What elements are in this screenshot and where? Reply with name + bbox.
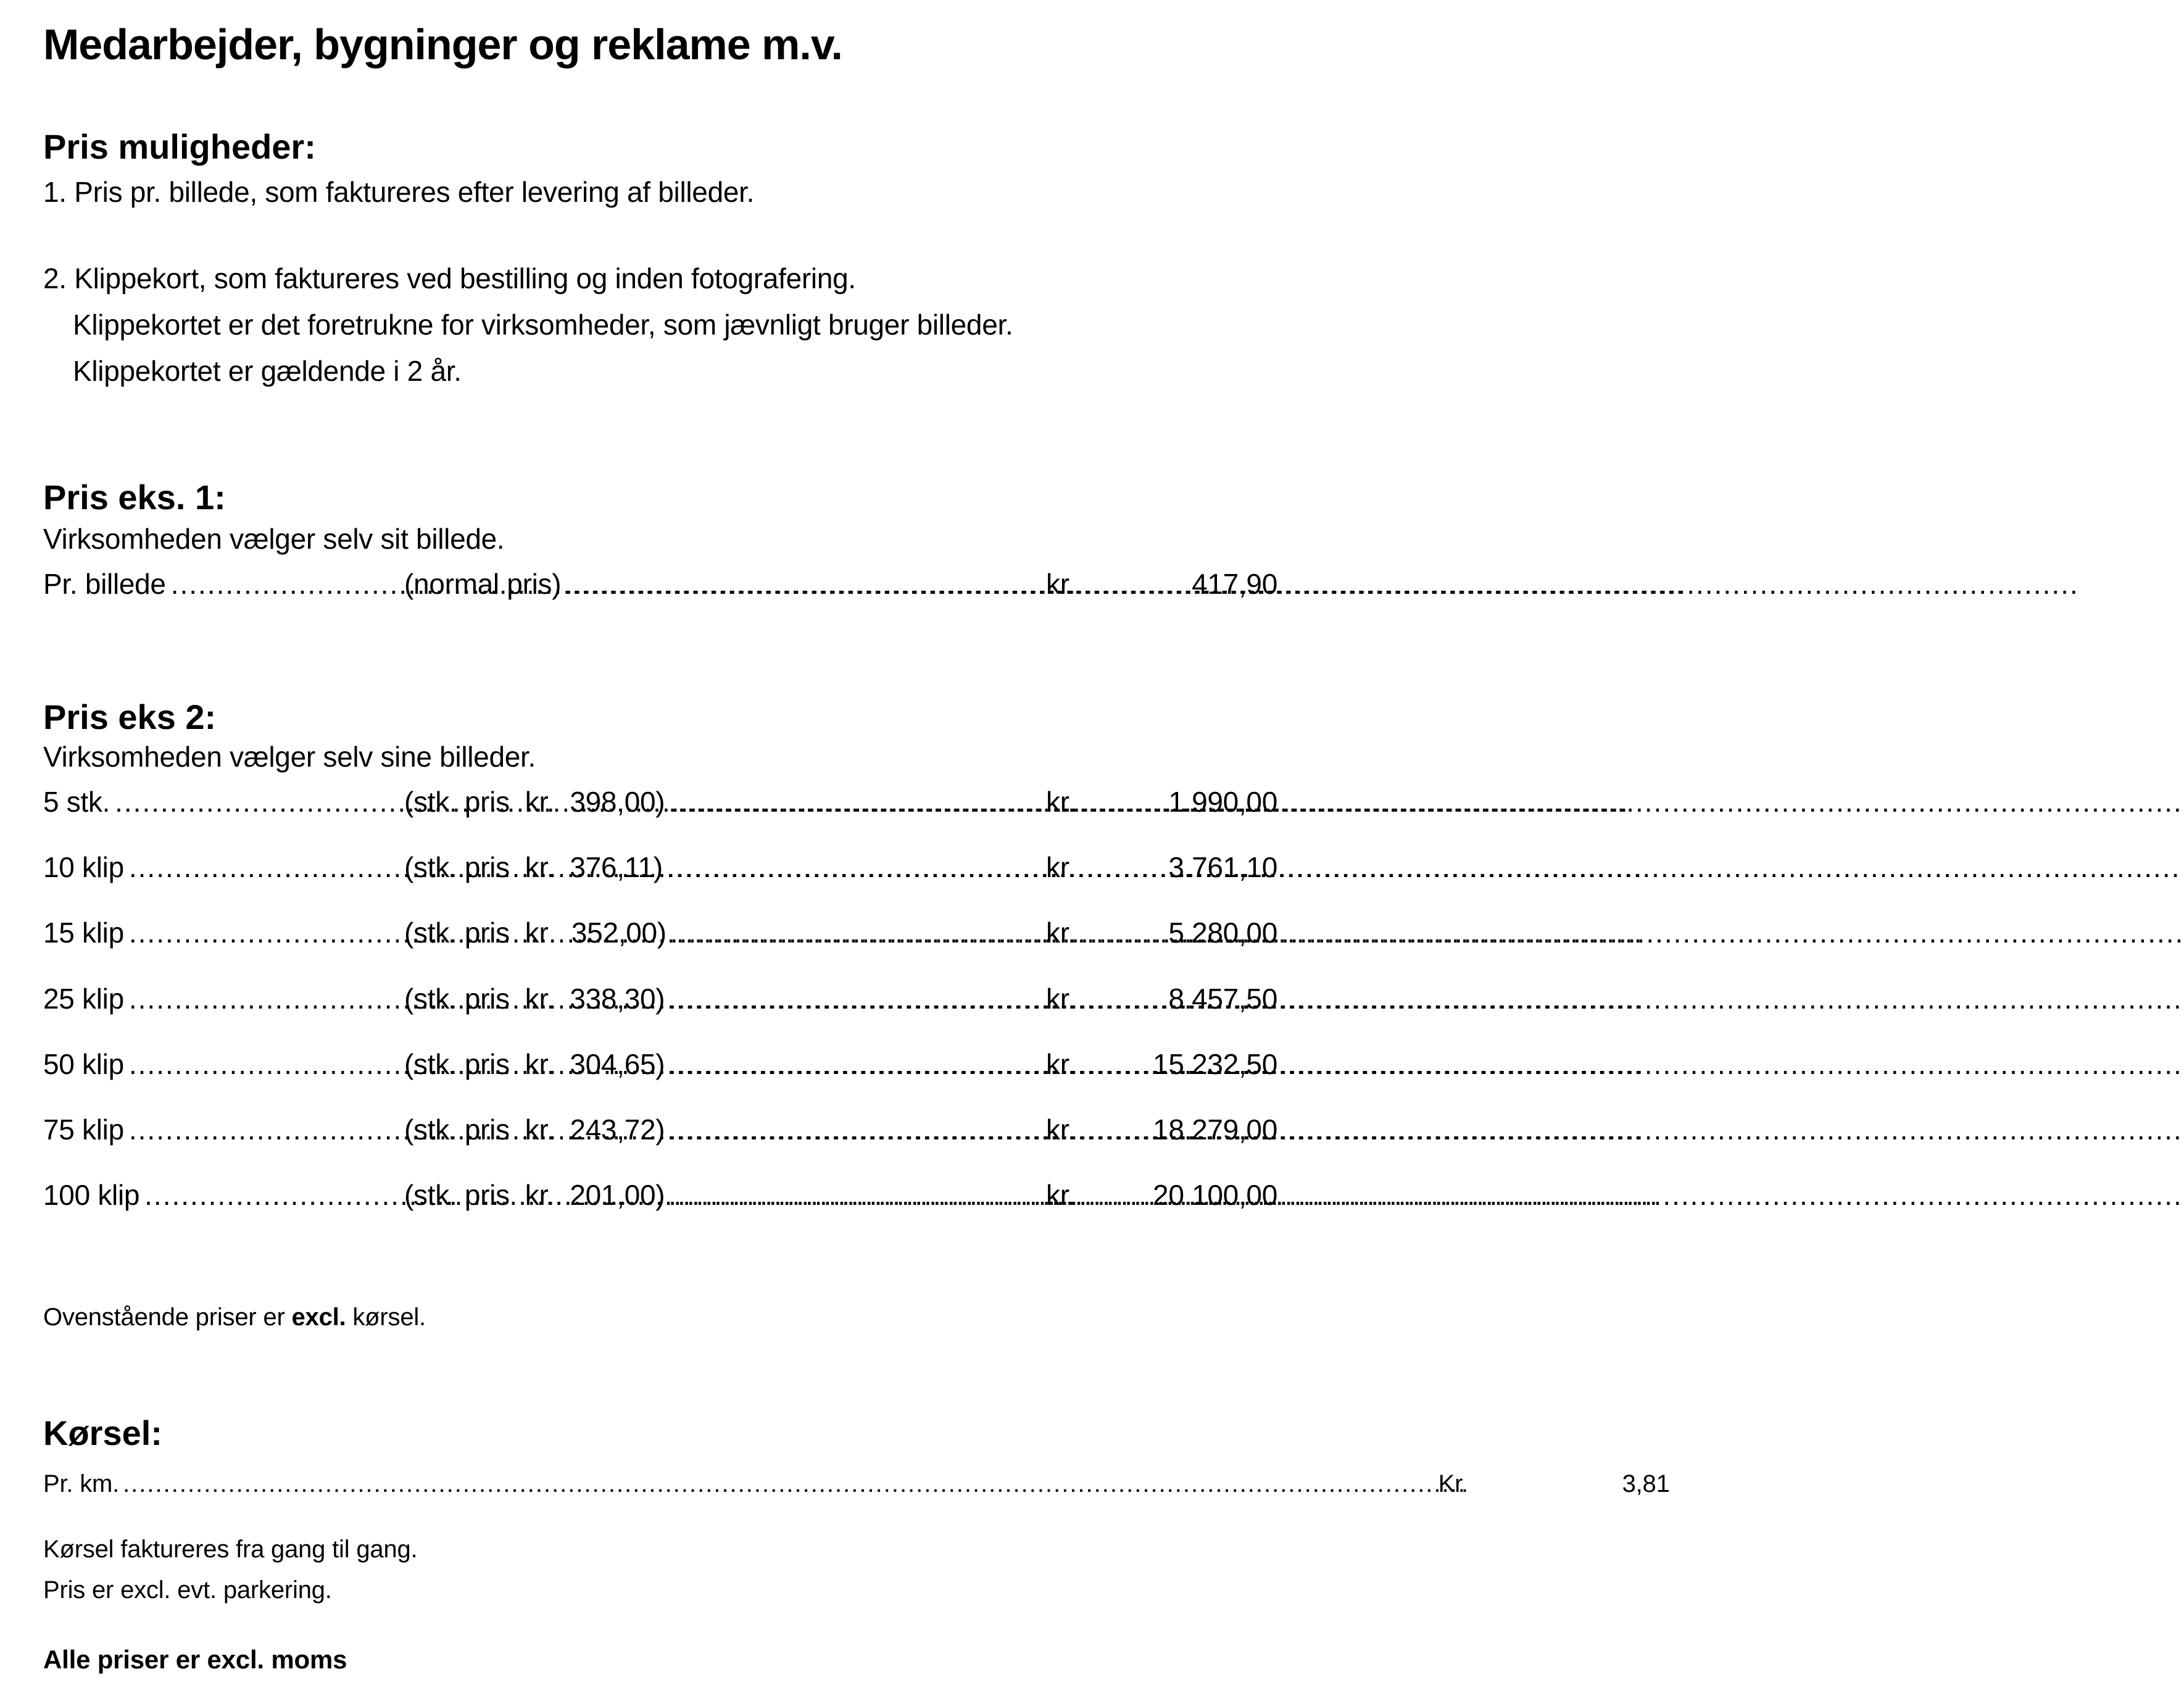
dot-leader [666,851,1037,885]
list-item-2-line2: Klippekortet er det foretrukne for virksomheder, som jævnligt bruger billeder. [73,309,1013,341]
price-label: Pr. billede [43,568,166,600]
currency-label: kr. [1046,917,1076,949]
unit-price-note: (stk. pris kr. 398,00) [404,786,665,818]
currency-label: kr. [1046,786,1076,818]
section-heading-pris-eks-2: Pris eks 2: [43,697,217,736]
koersel-note-line2: Pris er excl. evt. parkering. [43,1576,332,1604]
price-label: 25 klip [43,982,124,1015]
price-row [43,785,1277,819]
price-row-label-cell [43,1178,404,1212]
price-label: 50 klip [43,1047,124,1080]
price-row-label-cell [43,1469,1439,1499]
dot-leader [668,1113,1037,1147]
list-item-1: 1. Pris pr. billede, som faktureres efter levering af billeder. [43,176,755,208]
dot-leader [670,916,1037,950]
dot-leader [144,1178,404,1212]
price-row-label-cell [43,1113,404,1147]
unit-price-note: (stk. pris kr. 243,72) [404,1113,665,1146]
unit-price-note: (stk. pris kr 352,00) [404,917,666,949]
dot-leader [668,785,1037,819]
note-suffix: kørsel. [346,1304,426,1331]
price-row [43,916,1277,950]
price-row-label-cell [43,982,404,1016]
dot-leader [129,982,404,1016]
unit-price-note: (stk. pris kr. 201,00) [404,1179,665,1212]
koersel-price-row [43,1469,1670,1499]
unit-price-note: (normal pris) [404,568,562,600]
price-label: Pr. km. [43,1470,120,1497]
dot-leader [565,567,1037,601]
currency-label: kr. [1046,1179,1076,1212]
list-item-2-line1: 2. Klippekort, som faktureres ved bestilling og inden fotografering. [43,262,856,294]
price-row-label-cell [43,1047,404,1081]
price-label: 5 stk. [43,786,110,818]
currency-label: kr. [1046,1113,1076,1146]
pris-eks-2-subtitle: Virksomheden vælger selv sine billeder. [43,741,536,773]
dot-leader [129,916,404,950]
price-row [43,1113,1277,1147]
section-heading-koersel: Kørsel: [43,1413,162,1452]
price-row-label-cell [43,851,404,885]
pris-eks-1-subtitle: Virksomheden vælger selv sit billede. [43,523,505,555]
dot-leader [115,785,404,819]
section-heading-pris-eks-1: Pris eks. 1: [43,478,226,517]
price-amount: 1.990,00 [1168,786,1277,818]
currency-label: Kr. [1438,1470,1468,1497]
price-row [43,1047,1277,1081]
price-amount: 18.279,00 [1153,1113,1277,1146]
price-label: 10 klip [43,851,124,884]
note-bold: excl. [291,1304,346,1331]
price-row-label-cell [43,785,404,819]
note-excl-koersel [43,1302,1277,1332]
list-item-2-line3: Klippekortet er gældende i 2 år. [73,355,462,387]
currency-label: kr. [1046,851,1076,884]
price-amount: 3,81 [1622,1470,1670,1497]
dot-leader [129,1047,404,1081]
price-row-single [43,567,1277,601]
dot-leader [129,1113,404,1147]
section-heading-pris-muligheder: Pris muligheder: [43,127,316,166]
price-row [43,982,1277,1016]
price-amount: 417,90 [1192,568,1277,600]
currency-label: kr. [1046,1047,1076,1080]
unit-price-note: (stk. pris kr. 376,11) [404,851,663,884]
price-label: 75 klip [43,1113,124,1146]
currency-label: kr. [1046,568,1076,600]
dot-leader [668,1178,1037,1212]
price-row [43,851,1277,885]
price-row-label-cell [43,567,404,601]
price-amount: 15.232,50 [1153,1047,1277,1080]
price-amount: 20.100,00 [1153,1179,1277,1212]
price-table [43,785,1277,1212]
page-title: Medarbejder, bygninger og reklame m.v. [43,20,843,69]
unit-price-note: (stk. pris kr. 338,30) [404,982,665,1015]
dot-leader [171,567,404,601]
note-prefix: Ovenstående priser er [43,1304,292,1331]
price-amount: 5.280,00 [1168,917,1277,949]
price-amount: 3.761,10 [1168,851,1277,884]
unit-price-note: (stk. pris kr. 304,65) [404,1047,665,1080]
dot-leader [668,1047,1037,1081]
koersel-note-line1: Kørsel faktureres fra gang til gang. [43,1536,418,1563]
price-row-label-cell [43,916,404,950]
price-label: 15 klip [43,917,124,949]
price-row [43,1178,1277,1212]
dot-leader [129,851,404,885]
price-label: 100 klip [43,1179,140,1212]
dot-leader [123,1469,1430,1499]
footer-moms-note: Alle priser er excl. moms [43,1645,347,1674]
dot-leader [668,982,1037,1016]
currency-label: kr. [1046,982,1076,1015]
price-amount: 8.457,50 [1168,982,1277,1015]
